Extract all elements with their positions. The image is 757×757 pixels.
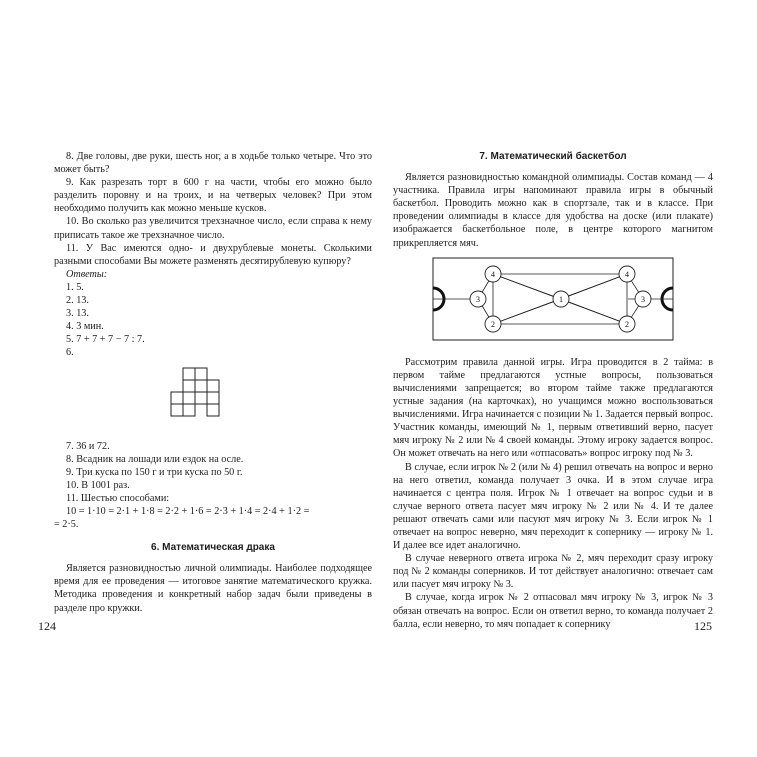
formula-line-1: 10 = 1·10 = 2·1 + 1·8 = 2·2 + 1·6 = 2·3 + 1·4 = 2·4 + 1·2 =	[66, 505, 310, 517]
answer-item: 1. 5.	[66, 281, 84, 293]
answer-item: 9. Три куска по 150 г и три куска по 50 г.	[66, 466, 243, 478]
answer-item: 4. 3 мин.	[66, 321, 104, 333]
node-label: 1	[559, 294, 563, 304]
court-svg	[393, 254, 713, 344]
section-7-intro: Является разновидностью командной олимпиады. Состав команд — 4 участника. Правила игры напоминают правила игры в обычный баскетбол. Проводить можно как в спортзале, так и в классе. При проведении олимпиады в классе для удобства на доске (или плакате) изображается баскетбольное поле, в центре которого магнитом прикрепляется мяч.	[393, 172, 713, 249]
page-number-right: 125	[694, 619, 712, 633]
section-7-heading: 7. Математический баскетбол	[479, 151, 627, 162]
rules-paragraph-1: Рассмотрим правила данной игры. Игра проводится в 2 тайма: в первом тайме предлагаются устные вопросы, пользоваться вычислениями запрещается; во втором тайме также предлагаются устные задания (на карточках), но учащимся можно воспользоваться вычислениями. Игра начинается с позиции № 1. Задается первый вопрос. Участник команды, имеющий № 1, первым ответивший верно, пасует мяч игроку № 2 или № 4 своей команды. Этому игроку задается вопрос. Он может отвечать на него или «отпасовать» вопрос игроку под № 3.	[393, 356, 713, 460]
rules-paragraph-3: В случае неверного ответа игрока № 2, мяч переходит сразу игроку под № 2 команды соперников. И тот действует аналогично: отвечает сам или пасует мяч игроку № 3.	[393, 553, 713, 591]
answer-item: 3. 13.	[66, 308, 89, 320]
answer-item: 2. 13.	[66, 295, 89, 307]
answer-item: 5. 7 + 7 + 7 − 7 : 7.	[66, 334, 145, 346]
answer-item: 10. В 1001 раз.	[66, 479, 130, 491]
node-label: 4	[491, 269, 495, 279]
node-label: 2	[491, 319, 495, 329]
answer-item: 11. Шестью способами:	[66, 492, 170, 504]
rules-paragraph-2: В случае, если игрок № 2 (или № 4) решил отвечать на вопрос и верно на него ответил, команда получает 3 очка. И в этом случае игра начинается с центра поля. Игрок № 1 отвечает на вопрос судьи и в случае верного ответа пасует мяч игроку № 2 или № 4. И те далее решают отвечать сами или пасуют мяч игроку № 3. Если игрок № 1 отвечает на вопрос неверно, мяч переходит к сопернику — игроку № 1. И далее все идет аналогично.	[393, 461, 713, 552]
answers-label: Ответы:	[66, 268, 108, 280]
node-label: 4	[625, 269, 629, 279]
section-6-heading: 6. Математическая драка	[151, 542, 275, 554]
right-page	[393, 150, 713, 631]
left-page	[54, 150, 372, 615]
answer-item: 7. 36 и 72.	[66, 440, 110, 452]
section-6-text: Является разновидностью личной олимпиады. Наиболее подходящее время для ее проведения — итоговое занятие математического кружка. Методика проведения и конкретный набор задач были приведены в разделе про кружки.	[54, 563, 372, 614]
problem-11: 11. У Вас имеются одно- и двухрублевые монеты. Сколькими разными способами Вы можете разменять десятирублевую купюру?	[54, 242, 372, 267]
answers-list-b	[54, 440, 372, 505]
answer-item: 8. Всадник на лошади или ездок на осле.	[66, 453, 244, 465]
square-grid-figure	[54, 360, 372, 440]
node-label: 3	[641, 294, 645, 304]
page-number-left: 124	[38, 619, 56, 633]
node-label: 3	[476, 294, 480, 304]
formula-line-2: = 2·5.	[54, 519, 79, 531]
problem-8: 8. Две головы, две руки, шесть ног, а в ходьбе только четыре. Что это может быть?	[54, 151, 372, 176]
problem-10: 10. Во сколько раз увеличится трехзначное число, если справа к нему приписать такое же трехзначное число.	[54, 216, 372, 241]
answer-item: 6.	[66, 347, 74, 359]
problem-9: 9. Как разрезать торт в 600 г на части, чтобы его можно было разделить поровну и на троих, и на четверых человек? При этом необходимо получить как можно меньше кусков.	[54, 177, 372, 215]
answer-6-figure	[54, 360, 372, 440]
rules-paragraph-4: В случае, когда игрок № 2 отпасовал мяч игроку № 3, игрок № 3 обязан отвечать на вопрос. Если он ответил верно, то команда получает 2 балла, если неверно, то мяч попадает к сопернику	[393, 592, 713, 630]
answers-list-a	[54, 281, 372, 360]
node-label: 2	[625, 319, 629, 329]
basketball-court-diagram	[393, 254, 713, 348]
